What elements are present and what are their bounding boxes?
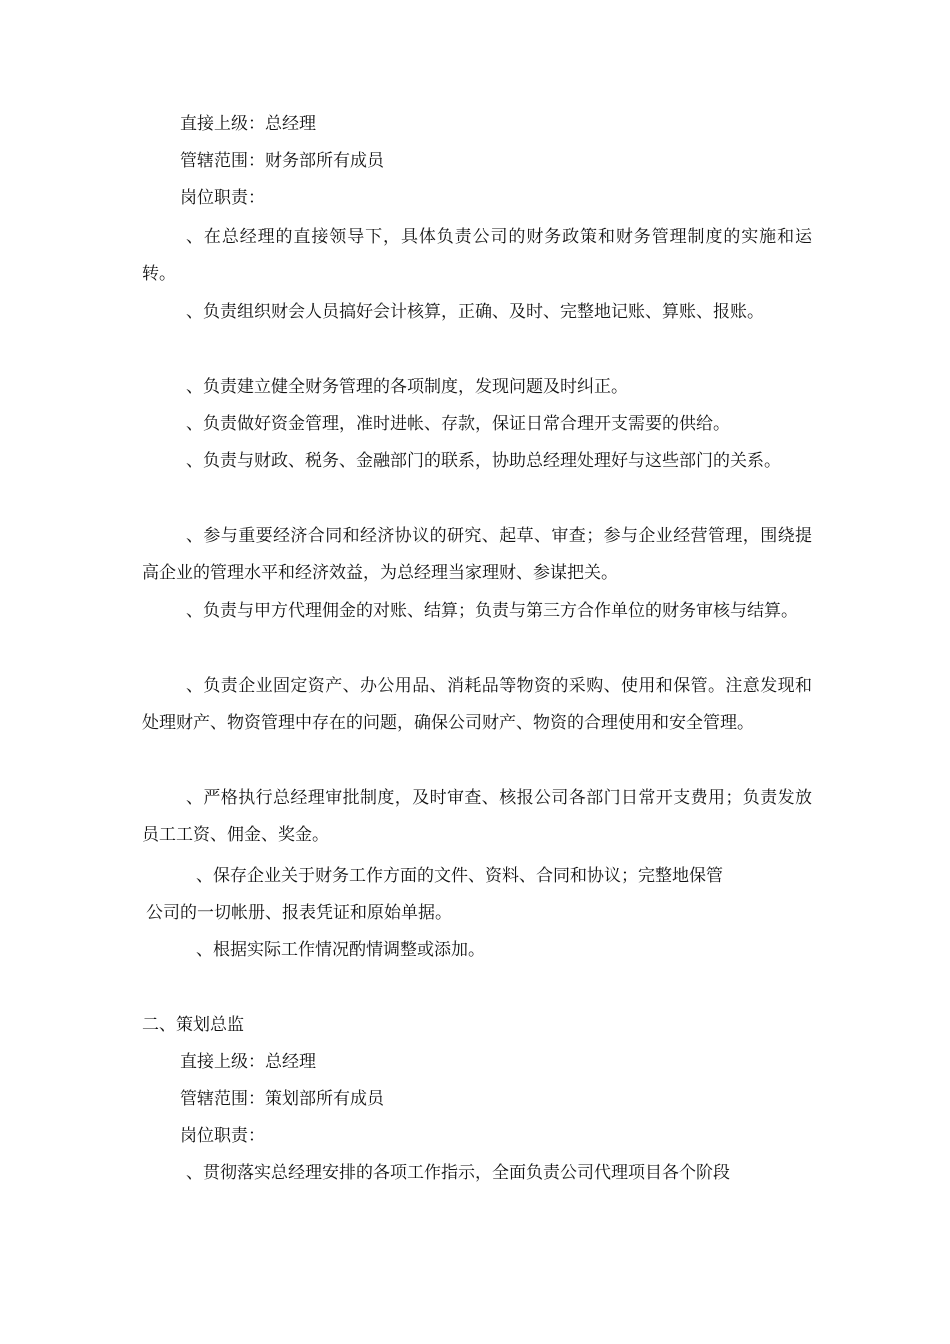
duties-label: 岗位职责： [180, 1126, 265, 1146]
duty-item: 、贯彻落实总经理安排的各项工作指示，全面负责公司代理项目各个阶段 [186, 1163, 730, 1183]
duty-item-continuation: 公司的一切帐册、报表凭证和原始单据。 [146, 903, 452, 923]
duty-item: 、在总经理的直接领导下，具体负责公司的财务政策和财务管理制度的实施和运转。 [142, 227, 812, 284]
duty-item: 、负责做好资金管理，准时进帐、存款，保证日常合理开支需要的供给。 [186, 414, 730, 434]
duty-item: 、负责企业固定资产、办公用品、消耗品等物资的采购、使用和保管。注意发现和处理财产、物资管理中存在的问题，确保公司财产、物资的合理使用和安全管理。 [142, 676, 812, 733]
scope-line: 管辖范围：财务部所有成员 [180, 151, 384, 171]
scope-line: 管辖范围：策划部所有成员 [180, 1089, 384, 1109]
supervisor-line: 直接上级：总经理 [180, 114, 316, 134]
duty-item: 、严格执行总经理审批制度，及时审查、核报公司各部门日常开支费用；负责发放员工工资、佣金、奖金。 [142, 788, 812, 845]
duty-item: 、负责与财政、税务、金融部门的联系，协助总经理处理好与这些部门的关系。 [186, 451, 781, 471]
duty-item: 、负责与甲方代理佣金的对账、结算；负责与第三方合作单位的财务审核与结算。 [186, 601, 798, 621]
duty-item: 、负责建立健全财务管理的各项制度，发现问题及时纠正。 [186, 377, 628, 397]
duty-item: 、负责组织财会人员搞好会计核算，正确、及时、完整地记账、算账、报账。 [186, 302, 764, 322]
duty-item: 、保存企业关于财务工作方面的文件、资料、合同和协议；完整地保管 [196, 866, 723, 886]
supervisor-line: 直接上级：总经理 [180, 1052, 316, 1072]
section-heading: 二、策划总监 [142, 1015, 244, 1035]
duty-item: 、参与重要经济合同和经济协议的研究、起草、审查；参与企业经营管理，围绕提高企业的管理水平和经济效益，为总经理当家理财、参谋把关。 [142, 526, 812, 583]
duties-label: 岗位职责： [180, 188, 265, 208]
duty-item: 、根据实际工作情况酌情调整或添加。 [196, 940, 485, 960]
